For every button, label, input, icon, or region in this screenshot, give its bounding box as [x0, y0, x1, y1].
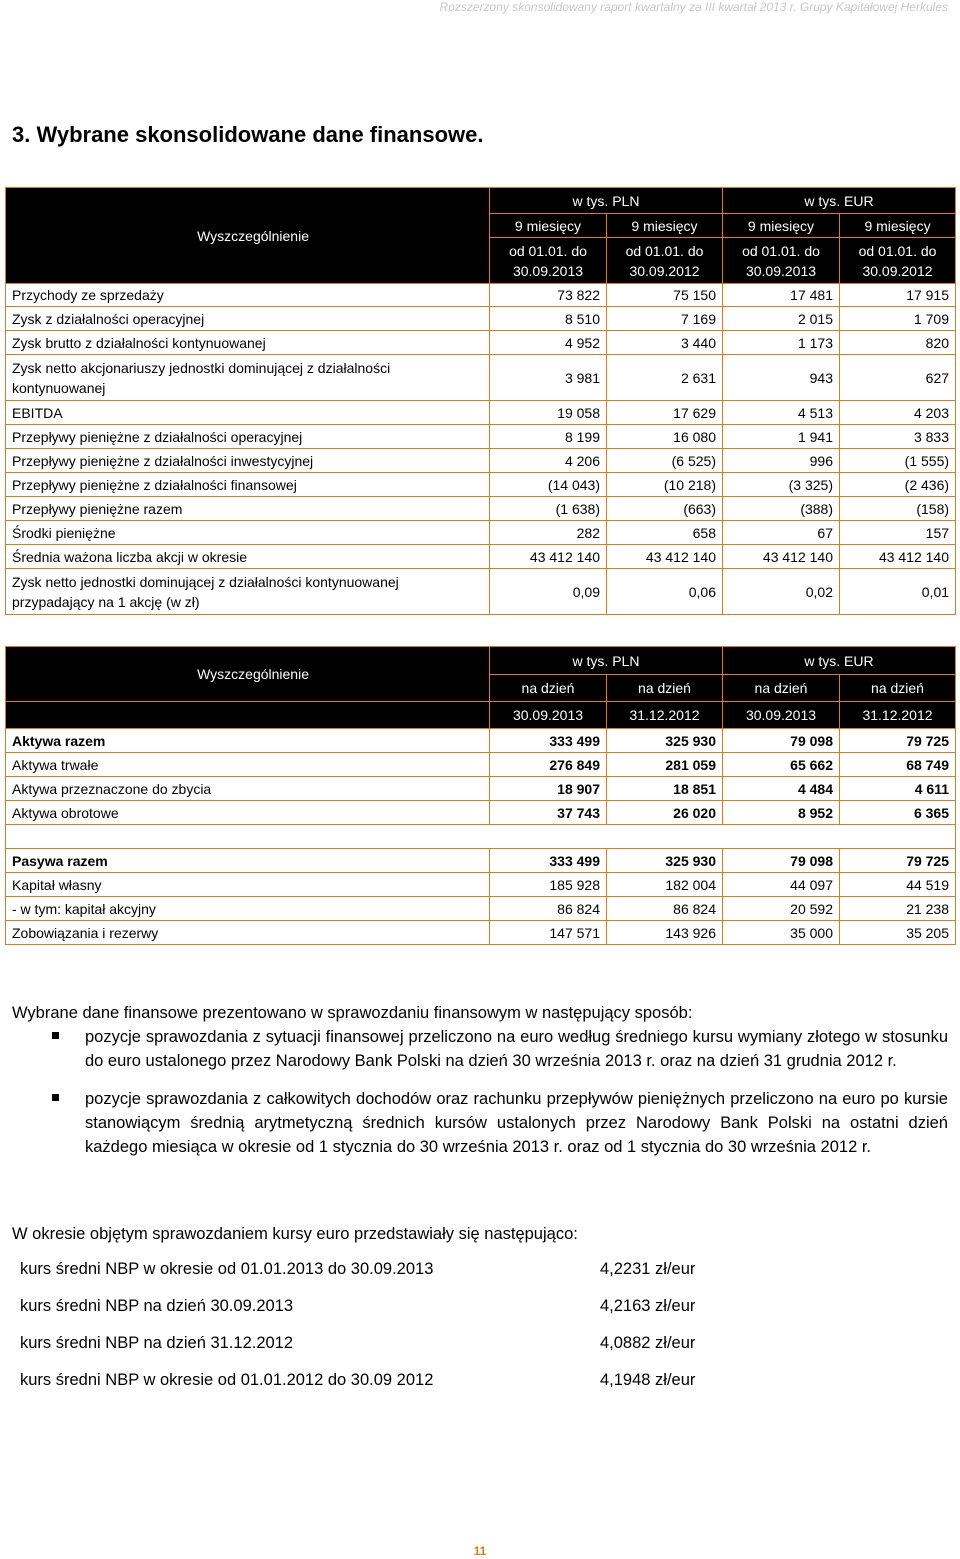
table1-period-range: od 01.01. do 30.09.2012 — [840, 238, 956, 284]
cell: 276 849 — [490, 753, 607, 777]
cell: 44 519 — [840, 873, 956, 897]
cell: 147 571 — [490, 921, 607, 945]
cell: (3 325) — [723, 473, 840, 497]
cell: 1 709 — [840, 307, 956, 331]
table-row — [6, 355, 956, 401]
cell: 65 662 — [723, 753, 840, 777]
notes-intro: Wybrane dane finansowe prezentowano w sprawozdaniu finansowym w następujący sposób: — [12, 1004, 693, 1022]
row-label: Zobowiązania i rezerwy — [6, 921, 490, 945]
cell: 333 499 — [490, 849, 607, 873]
row-label: Przepływy pieniężne z działalności inwestycyjnej — [6, 449, 490, 473]
notes-bullet — [12, 1025, 948, 1073]
rate-value: 4,1948 zł/eur — [600, 1371, 696, 1389]
cell: 8 510 — [490, 307, 607, 331]
cell: 820 — [840, 331, 956, 355]
income-table — [5, 187, 956, 615]
cell: 325 930 — [607, 849, 723, 873]
cell: 943 — [723, 355, 840, 401]
table2-day-label: na dzień — [607, 675, 723, 702]
row-label: Pasywa razem — [6, 849, 490, 873]
cell: (663) — [607, 497, 723, 521]
table-row — [6, 497, 956, 521]
cell: (2 436) — [840, 473, 956, 497]
cell: 4 611 — [840, 777, 956, 801]
table-row — [6, 873, 956, 897]
cell: (6 525) — [607, 449, 723, 473]
table-row — [6, 449, 956, 473]
cell: 43 412 140 — [840, 545, 956, 569]
cell: 2 015 — [723, 307, 840, 331]
cell: 7 169 — [607, 307, 723, 331]
table1-period-label: 9 miesięcy — [607, 214, 723, 238]
rate-label: kurs średni NBP na dzień 31.12.2012 — [20, 1334, 294, 1352]
table1-period-range: od 01.01. do 30.09.2013 — [723, 238, 840, 284]
rate-value: 4,2231 zł/eur — [600, 1260, 696, 1278]
cell: 333 499 — [490, 729, 607, 753]
notes-bullet-text: pozycje sprawozdania z sytuacji finansowej przeliczono na euro według średniego kursu wymiany złotego w stosunku do euro ustalonego przez Narodowy Bank Polski na dzień 30 września 2013 r. oraz na dzień 31 grudnia 2012 r. — [85, 1028, 948, 1070]
cell: (10 218) — [607, 473, 723, 497]
cell: 2 631 — [607, 355, 723, 401]
table2-date: 31.12.2012 — [607, 702, 723, 729]
cell: 73 822 — [490, 284, 607, 307]
row-label: Zysk brutto z działalności kontynuowanej — [6, 331, 490, 355]
cell: 1 173 — [723, 331, 840, 355]
table-row — [6, 331, 956, 355]
table-spacer-row — [6, 825, 956, 849]
table1-currency-eur: w tys. EUR — [723, 188, 956, 214]
rate-label: kurs średni NBP na dzień 30.09.2013 — [20, 1297, 294, 1315]
table-row — [6, 897, 956, 921]
cell: 1 941 — [723, 425, 840, 449]
cell: 67 — [723, 521, 840, 545]
cell: 68 749 — [840, 753, 956, 777]
table1-period-label: 9 miesięcy — [840, 214, 956, 238]
cell: 4 513 — [723, 401, 840, 425]
cell: 17 481 — [723, 284, 840, 307]
row-label: Zysk z działalności operacyjnej — [6, 307, 490, 331]
table1-period-label: 9 miesięcy — [723, 214, 840, 238]
cell: 627 — [840, 355, 956, 401]
cell: 37 743 — [490, 801, 607, 825]
cell: 282 — [490, 521, 607, 545]
cell: 0,01 — [840, 569, 956, 615]
table2-currency-pln: w tys. PLN — [490, 647, 723, 675]
notes-bullet — [12, 1087, 948, 1159]
running-header: Rozszerzony skonsolidowany raport kwartalny za III kwartał 2013 r. Grupy Kapitałowej Herkules — [439, 0, 948, 14]
row-label: Przepływy pieniężne z działalności operacyjnej — [6, 425, 490, 449]
table-row — [6, 729, 956, 753]
table1-label-header: Wyszczególnienie — [6, 188, 490, 284]
cell: 35 205 — [840, 921, 956, 945]
cell: 43 412 140 — [490, 545, 607, 569]
table-row — [6, 284, 956, 307]
cell: 4 484 — [723, 777, 840, 801]
balance-table — [5, 646, 956, 945]
cell: 17 915 — [840, 284, 956, 307]
table2-date: 31.12.2012 — [840, 702, 956, 729]
row-label: Średnia ważona liczba akcji w okresie — [6, 545, 490, 569]
row-label: Przychody ze sprzedaży — [6, 284, 490, 307]
row-label: Przepływy pieniężne z działalności finansowej — [6, 473, 490, 497]
cell: 79 725 — [840, 729, 956, 753]
table-row — [6, 425, 956, 449]
table2-day-label: na dzień — [723, 675, 840, 702]
table-row — [6, 753, 956, 777]
cell: 658 — [607, 521, 723, 545]
row-label: Aktywa razem — [6, 729, 490, 753]
cell: 185 928 — [490, 873, 607, 897]
cell: 3 833 — [840, 425, 956, 449]
table2-date: 30.09.2013 — [723, 702, 840, 729]
table1-period-range: od 01.01. do 30.09.2012 — [607, 238, 723, 284]
rate-value: 4,0882 zł/eur — [600, 1334, 696, 1352]
cell: 21 238 — [840, 897, 956, 921]
cell: 43 412 140 — [723, 545, 840, 569]
cell: 20 592 — [723, 897, 840, 921]
table-row — [6, 401, 956, 425]
rate-label: kurs średni NBP w okresie od 01.01.2012 do 30.09 2012 — [20, 1371, 434, 1389]
row-label: Aktywa trwałe — [6, 753, 490, 777]
rate-label: kurs średni NBP w okresie od 01.01.2013 do 30.09.2013 — [20, 1260, 434, 1278]
row-label: - w tym: kapitał akcyjny — [6, 897, 490, 921]
row-label: EBITDA — [6, 401, 490, 425]
cell: (1 555) — [840, 449, 956, 473]
cell: 16 080 — [607, 425, 723, 449]
cell: 157 — [840, 521, 956, 545]
cell: 44 097 — [723, 873, 840, 897]
row-label: Aktywa przeznaczone do zbycia — [6, 777, 490, 801]
cell: 19 058 — [490, 401, 607, 425]
section-title: 3. Wybrane skonsolidowane dane finansowe. — [12, 122, 484, 147]
table2-label-header: Wyszczególnienie — [6, 647, 490, 702]
cell: 79 098 — [723, 849, 840, 873]
cell: 996 — [723, 449, 840, 473]
cell: 182 004 — [607, 873, 723, 897]
cell: 18 851 — [607, 777, 723, 801]
cell: 86 824 — [490, 897, 607, 921]
notes-bullet-text: pozycje sprawozdania z całkowitych dochodów oraz rachunku przepływów pieniężnych przeliczono na euro po kursie stanowiącym średnią arytmetyczną średnich kursów ustalonych przez Narodowy Bank Polski na ostatni dzień każdego miesiąca w okresie od 1 stycznia do 30 września 2013 r. oraz od 1 stycznia do 30 września 2012 r. — [85, 1090, 948, 1156]
cell: 17 629 — [607, 401, 723, 425]
bullet-square-icon — [52, 1094, 59, 1101]
table-row — [6, 569, 956, 615]
row-label: Środki pieniężne — [6, 521, 490, 545]
row-label: Zysk netto akcjonariuszy jednostki dominującej z działalności kontynuowanej — [6, 355, 490, 401]
cell: 143 926 — [607, 921, 723, 945]
table-row — [6, 473, 956, 497]
cell: 8 952 — [723, 801, 840, 825]
table-row — [6, 777, 956, 801]
row-label: Przepływy pieniężne razem — [6, 497, 490, 521]
cell: 281 059 — [607, 753, 723, 777]
table-row — [6, 921, 956, 945]
rates-intro: W okresie objętym sprawozdaniem kursy euro przedstawiały się następująco: — [12, 1225, 578, 1243]
cell: 35 000 — [723, 921, 840, 945]
table2-day-label: na dzień — [840, 675, 956, 702]
cell: 8 199 — [490, 425, 607, 449]
cell: 6 365 — [840, 801, 956, 825]
cell: 79 098 — [723, 729, 840, 753]
table-row — [6, 801, 956, 825]
cell: (158) — [840, 497, 956, 521]
cell: 3 981 — [490, 355, 607, 401]
table2-currency-eur: w tys. EUR — [723, 647, 956, 675]
cell: 75 150 — [607, 284, 723, 307]
cell: 0,09 — [490, 569, 607, 615]
cell: 4 206 — [490, 449, 607, 473]
table2-date: 30.09.2013 — [490, 702, 607, 729]
table1-period-label: 9 miesięcy — [490, 214, 607, 238]
cell: 86 824 — [607, 897, 723, 921]
row-label: Kapitał własny — [6, 873, 490, 897]
page-number: 11 — [473, 1544, 487, 1558]
cell: 18 907 — [490, 777, 607, 801]
rate-value: 4,2163 zł/eur — [600, 1297, 696, 1315]
table1-currency-pln: w tys. PLN — [490, 188, 723, 214]
notes-bullet-list — [12, 1025, 948, 1159]
table-row — [6, 307, 956, 331]
cell: 3 440 — [607, 331, 723, 355]
cell: (14 043) — [490, 473, 607, 497]
row-label: Zysk netto jednostki dominującej z działalności kontynuowanej przypadający na 1 akcję (w zł) — [6, 569, 490, 615]
table-row — [6, 849, 956, 873]
cell: 4 952 — [490, 331, 607, 355]
table-row — [6, 545, 956, 569]
cell: (388) — [723, 497, 840, 521]
table-row — [6, 521, 956, 545]
bullet-square-icon — [52, 1032, 59, 1039]
cell: 325 930 — [607, 729, 723, 753]
cell: (1 638) — [490, 497, 607, 521]
row-label: Aktywa obrotowe — [6, 801, 490, 825]
cell: 0,06 — [607, 569, 723, 615]
cell: 43 412 140 — [607, 545, 723, 569]
cell: 26 020 — [607, 801, 723, 825]
cell: 79 725 — [840, 849, 956, 873]
cell: 0,02 — [723, 569, 840, 615]
table2-day-label: na dzień — [490, 675, 607, 702]
table1-period-range: od 01.01. do 30.09.2013 — [490, 238, 607, 284]
cell: 4 203 — [840, 401, 956, 425]
